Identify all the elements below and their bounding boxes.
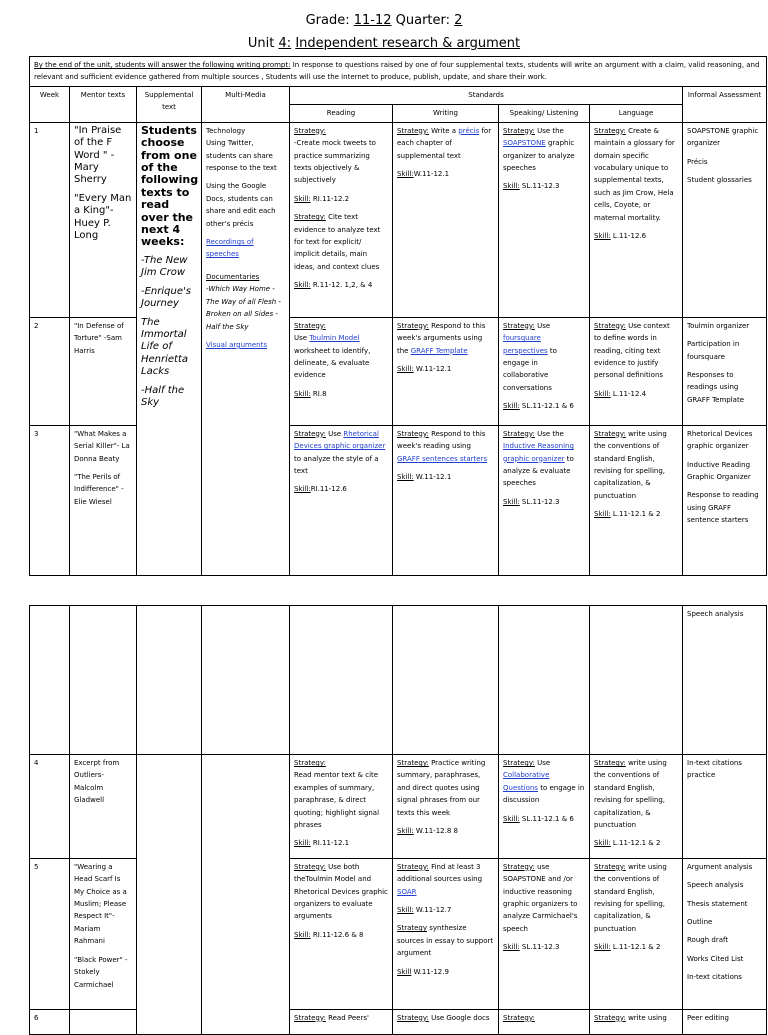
skill-label: Skill: <box>294 389 311 398</box>
prompt-text: In response to questions raised by one of four supplemental texts, students will write an argument with a claim, valid reasoning, and relevant and sufficient evidence gathered from multiple sources , Students will use the internet to produce, publish, update, and share their work. <box>34 61 760 82</box>
continuation-row <box>30 606 767 755</box>
skill-value: SL.11-12.3 <box>519 943 560 952</box>
strategy-text: Use Google docs <box>428 1013 490 1022</box>
col-writing: Writing <box>393 104 499 122</box>
week-number: 4 <box>30 755 70 859</box>
speaking-cell <box>499 1009 590 1034</box>
skill-value: W.11-12.1 <box>413 170 450 179</box>
assessment-item: Student glossaries <box>687 176 752 185</box>
assessment-item: Outline <box>687 918 713 927</box>
strategy-text: Use <box>325 429 344 438</box>
strategy-text: write using the conventions of standard English, revising for spelling, capitalization, & punctuation <box>594 429 667 500</box>
assessment-item: In-text citations practice <box>687 759 742 780</box>
strategy-label: Strategy: <box>294 321 326 330</box>
empty-cell <box>499 606 590 755</box>
assessment-item: Inductive Reading Graphic Organizer <box>687 460 751 482</box>
language-cell <box>590 317 683 425</box>
writing-cell <box>393 755 499 859</box>
skill-value: L.11-12.1 & 2 <box>610 943 661 952</box>
strategy-label: Strategy <box>397 924 427 933</box>
assessment-cell <box>683 425 767 575</box>
assessment-item: Thesis statement <box>687 899 748 908</box>
toulmin-link[interactable]: Toulmin Model <box>309 334 360 343</box>
reading-cell <box>290 122 393 317</box>
skill-label: Skill: <box>397 473 414 482</box>
writing-cell <box>393 858 499 1009</box>
strategy-text: write using the conventions of standard English, revising for spelling, capitalization, & punctuation <box>594 759 667 830</box>
empty-cell <box>137 606 202 755</box>
unit-title: Independent research & argument <box>295 36 521 51</box>
reading-cell <box>290 858 393 1009</box>
col-supplemental: Supplemental text <box>137 86 202 122</box>
skill-value: SL.11-12.3 <box>519 497 560 506</box>
skill-label: Skill: <box>294 839 311 848</box>
speaking-cell <box>499 122 590 317</box>
skill-label: Skill: <box>594 389 611 398</box>
skill-label: Skill: <box>594 943 611 952</box>
col-media: Multi-Media <box>202 86 290 122</box>
mentor-text: "Every Man a King"- Huey P. Long <box>74 192 132 242</box>
soar-link[interactable]: SOAR <box>397 887 417 896</box>
assessment-item: Participation in foursquare <box>687 340 740 361</box>
speaking-cell <box>499 755 590 859</box>
strategy-label: Strategy: <box>594 321 626 330</box>
graff-template-link[interactable]: GRAFF Template <box>410 346 468 355</box>
skill-value: L.11-12.6 <box>610 232 647 241</box>
skill-value: SL.11-12.3 <box>519 182 560 191</box>
speaking-cell <box>499 858 590 1009</box>
skill-value: L.11-12.4 <box>610 389 647 398</box>
strategy-text: Read Peers' <box>325 1013 369 1022</box>
writing-cell <box>393 425 499 575</box>
supplemental-cell <box>137 122 202 575</box>
supplemental-text: -Enrique's Journey <box>141 285 191 310</box>
mentor-cell <box>70 1009 137 1034</box>
col-language: Language <box>590 104 683 122</box>
assessment-item: Rhetorical Devices graphic organizer <box>687 429 753 451</box>
empty-cell <box>290 606 393 755</box>
skill-value: RI.11-12.6 <box>310 485 347 494</box>
strategy-text: Cite text evidence to analyze text for text for explicit/ implicit details, main ideas, and context clues <box>294 213 381 271</box>
strategy-text: Use <box>534 321 551 330</box>
strategy-label: Strategy: <box>294 213 326 222</box>
media-google-docs: Using the Google Docs, students can share and edit each other's précis <box>206 182 276 228</box>
collaborative-questions-link[interactable]: Collaborative Questions <box>503 771 550 792</box>
recordings-link[interactable]: Recordings of speeches <box>206 238 254 259</box>
supplemental-text: The Immortal Life of Henrietta Lacks <box>141 316 189 378</box>
skill-label: Skill: <box>294 485 311 494</box>
strategy-text: to engage in discussion <box>503 783 585 805</box>
unit-plan-table-continued <box>29 605 767 1035</box>
supplemental-heading: Students choose from one of the following texts to read over the next 4 weeks: <box>141 123 199 249</box>
empty-cell <box>70 606 137 755</box>
foursquare-link[interactable]: foursquare perspectives <box>503 334 548 355</box>
precis-link[interactable]: précis <box>458 126 480 135</box>
strategy-text: -Create mock tweets to practice summarizing texts objectively & subjectively <box>294 139 376 185</box>
empty-cell <box>30 606 70 755</box>
strategy-text: Use both theToulmin Model and Rhetorical Devices graphic organizers to evaluate arguments <box>294 862 388 921</box>
assessment-item: Peer editing <box>687 1013 729 1022</box>
strategy-label: Strategy: <box>503 429 535 438</box>
strategy-label: Strategy: <box>294 126 326 135</box>
skill-label: Skill: <box>397 365 414 374</box>
skill-value: W.11-12.1 <box>413 473 452 482</box>
col-reading: Reading <box>290 104 393 122</box>
skill-label: Skill: <box>503 497 520 506</box>
strategy-label: Strategy: <box>594 759 626 767</box>
skill-value: RI.8 <box>310 389 327 398</box>
week-number: 5 <box>30 858 70 1009</box>
col-mentor: Mentor texts <box>70 86 137 122</box>
skill-label: Skill: <box>503 402 520 411</box>
assessment-item: Toulmin organizer <box>687 321 750 330</box>
skill-label: Skill: <box>594 510 611 519</box>
week-number: 6 <box>30 1009 70 1034</box>
strategy-label: Strategy: <box>294 1013 326 1022</box>
strategy-label: Strategy: <box>397 1013 429 1022</box>
graff-starters-link[interactable]: GRAFF sentences starters <box>397 454 488 463</box>
mentor-cell <box>70 317 137 425</box>
strategy-label: Strategy: <box>294 759 326 767</box>
language-cell <box>590 755 683 859</box>
skill-label: Skill: <box>503 182 520 191</box>
col-week: Week <box>30 86 70 122</box>
skill-label: Skill: <box>397 906 414 915</box>
skill-value: R.11-12. 1,2, & 4 <box>310 281 373 290</box>
assessment-cell <box>683 122 767 317</box>
mentor-text: Excerpt from Outliers- Malcolm Gladwell <box>74 759 120 805</box>
media-cell <box>202 122 290 575</box>
assessment-cell <box>683 755 767 859</box>
skill-value: W.11-12.1 <box>413 365 452 374</box>
mentor-text: "In Praise of the F Word " -Mary Sherry <box>74 124 122 186</box>
assessment-item: In-text citations <box>687 973 742 982</box>
assessment-cell <box>683 1009 767 1034</box>
strategy-label: Strategy: <box>397 321 429 330</box>
strategy-label: Strategy: <box>594 126 626 135</box>
assessment-item: Response to reading using GRAFF sentence starters <box>687 491 759 525</box>
supplemental-cell <box>137 755 202 1035</box>
strategy-label: Strategy: <box>503 759 535 767</box>
unit-plan-table <box>29 56 767 576</box>
grade-quarter-heading <box>0 13 768 28</box>
supplemental-text: -The New Jim Crow <box>141 254 188 279</box>
skill-label: Skill: <box>503 943 520 952</box>
rhetorical-devices-link[interactable]: Rhetorical Devices graphic organizer <box>294 429 386 451</box>
writing-cell <box>393 1009 499 1034</box>
strategy-text: to analyze the style of a text <box>294 454 379 476</box>
strategy-text: Respond to this week's reading using <box>397 429 486 451</box>
assessment-item: Speech analysis <box>687 610 744 618</box>
strategy-label: Strategy: <box>397 759 429 767</box>
skill-value: SL.11-12.1 & 6 <box>519 402 574 411</box>
mentor-text: "What Makes a Serial Killer"- La Donna Beaty <box>74 429 130 463</box>
strategy-label: Strategy: <box>503 126 535 135</box>
strategy-text: Find at least 3 additional sources using <box>397 862 483 884</box>
strategy-text: synthesize sources in essay to support argument <box>397 924 494 958</box>
strategy-label: Strategy: <box>503 1013 535 1022</box>
soapstone-link[interactable]: SOAPSTONE <box>503 139 546 148</box>
mentor-text: "Black Power" -Stokely Carmichael <box>74 955 128 989</box>
strategy-text: Use <box>294 334 310 343</box>
skill-value: RI.11-12.6 & 8 <box>310 930 364 939</box>
strategy-label: Strategy: <box>503 321 535 330</box>
skill-value: RI.11-12.2 <box>310 194 350 203</box>
skill-label: Skill: <box>503 814 520 823</box>
writing-cell <box>393 122 499 317</box>
writing-prompt <box>30 57 767 87</box>
strategy-label: Strategy: <box>594 429 626 438</box>
strategy-text: write using the conventions of standard English, revising for spelling, capitalization, & punctuation <box>594 862 667 933</box>
empty-cell <box>393 606 499 755</box>
skill-label: Skill: <box>294 281 311 290</box>
skill-label: Skill: <box>594 232 611 241</box>
mentor-cell <box>70 425 137 575</box>
supplemental-text: -Half the Sky <box>141 384 185 408</box>
unit-number: 4: <box>278 36 292 51</box>
strategy-text: Use the <box>534 126 564 135</box>
unit-label: Unit <box>247 36 275 51</box>
mentor-text: "In Defense of Torture" -Sam Harris <box>74 321 124 355</box>
week-number: 2 <box>30 317 70 425</box>
skill-value: W.11-12.7 <box>413 906 452 915</box>
media-documentaries: Documentaries <box>206 272 260 281</box>
skill-label: Skill: <box>294 930 311 939</box>
skill-value: RI.11-12.1 <box>310 839 350 848</box>
strategy-text: write using <box>625 1013 667 1022</box>
assessment-item: SOAPSTONE graphic organizer <box>687 126 759 148</box>
strategy-text: Use <box>534 759 551 767</box>
col-informal: Informal Assessment <box>683 86 767 122</box>
strategy-label: Strategy: <box>294 862 326 871</box>
strategy-text: to engage in collaborative conversations <box>503 346 557 392</box>
reading-cell <box>290 425 393 575</box>
mentor-cell <box>70 858 137 1009</box>
strategy-label: Strategy: <box>594 1013 626 1022</box>
week-row <box>30 755 767 859</box>
strategy-label: Strategy: <box>397 429 429 438</box>
strategy-label: Strategy: <box>294 429 326 438</box>
reading-cell <box>290 1009 393 1034</box>
strategy-text: graphic organizer to analyze speeches <box>503 139 575 173</box>
unit-heading <box>0 36 768 51</box>
reading-cell <box>290 317 393 425</box>
assessment-cell <box>683 317 767 425</box>
mentor-cell <box>70 122 137 317</box>
grade-label: Grade: <box>305 13 350 28</box>
inductive-reasoning-link[interactable]: Inductive Reasoning graphic organizer <box>503 442 574 463</box>
media-technology: Technology <box>206 126 246 135</box>
quarter-label: Quarter: <box>395 13 451 28</box>
week-row <box>30 122 767 317</box>
assessment-item: Précis <box>687 157 708 166</box>
skill-value: W.11-12.9 <box>411 967 449 976</box>
media-cell <box>202 755 290 1035</box>
col-speaking: Speaking/ Listening <box>499 104 590 122</box>
header-row <box>30 86 767 104</box>
strategy-text: for each chapter of supplemental text <box>397 126 492 160</box>
strategy-text: Practice writing summary, paraphrases, and direct quotes using signal phrases from our texts this week <box>397 759 486 817</box>
documentary-list: -Which Way Home -The Way of all Flesh - Broken on all Sides -Half the Sky <box>206 285 281 331</box>
strategy-text: worksheet to identify, delineate, & evaluate evidence <box>294 346 371 380</box>
prompt-row <box>30 57 767 87</box>
assessment-item: Rough draft <box>687 936 729 945</box>
skill-value: L.11-12.1 & 2 <box>610 510 661 519</box>
assessment-item: Responses to readings using GRAFF Template <box>687 371 745 404</box>
reading-cell <box>290 755 393 859</box>
assessment-cell <box>683 858 767 1009</box>
mentor-text: "Wearing a Head Scarf Is My Choice as a Muslim; Please Respect It"- Mariam Rahmani <box>74 862 127 946</box>
language-cell <box>590 858 683 1009</box>
strategy-text: Use context to define words in reading, citing text evidence to justify personal definitions <box>594 321 670 380</box>
col-standards: Standards <box>290 86 683 104</box>
strategy-label: Strategy: <box>503 862 535 871</box>
media-twitter: Using Twitter, students can share response to the text <box>206 139 277 173</box>
skill-label: Skill: <box>397 827 414 836</box>
week-number: 1 <box>30 122 70 317</box>
assessment-item: Argument analysis <box>687 862 753 871</box>
strategy-text: Create & maintain a glossary for domain specific vocabulary unique to supplemental texts, such as Jim Crow, Hela cells, Coyote, or maternal mortality. <box>594 126 675 222</box>
mentor-text: "The Perils of Indifference" -Elie Wiesel <box>74 473 124 506</box>
language-cell <box>590 122 683 317</box>
strategy-text: Use the <box>534 429 564 438</box>
empty-cell <box>590 606 683 755</box>
week-number: 3 <box>30 425 70 575</box>
strategy-label: Strategy: <box>397 126 429 135</box>
assessment-cell <box>683 606 767 755</box>
speaking-cell <box>499 425 590 575</box>
speaking-cell <box>499 317 590 425</box>
skill-label: Skill: <box>397 170 414 179</box>
skill-value: SL.11-12.1 & 6 <box>519 814 574 823</box>
assessment-item: Speech analysis <box>687 881 744 890</box>
skill-label: Skill: <box>294 194 311 203</box>
strategy-text: Respond to this week's arguments using the <box>397 321 486 355</box>
language-cell <box>590 425 683 575</box>
skill-label: Skill <box>397 967 412 976</box>
language-cell <box>590 1009 683 1034</box>
visual-arguments-link[interactable]: Visual arguments <box>206 340 268 349</box>
strategy-text: to analyze & evaluate speeches <box>503 454 574 488</box>
skill-value: W.11-12.8 8 <box>413 827 458 836</box>
strategy-label: Strategy: <box>397 862 429 871</box>
empty-cell <box>202 606 290 755</box>
strategy-text: Write a <box>428 126 459 135</box>
strategy-text: Read mentor text & cite examples of summary, paraphrase, & direct quoting; highlight signal phrases <box>294 771 380 830</box>
assessment-item: Works Cited List <box>687 954 744 963</box>
strategy-label: Strategy: <box>594 862 626 871</box>
skill-label: Skill: <box>594 839 611 848</box>
quarter-value: 2 <box>454 13 463 28</box>
grade-value: 11-12 <box>353 13 392 28</box>
prompt-lead: By the end of the unit, students will answer the following writing prompt: <box>34 61 291 69</box>
strategy-text: use SOAPSTONE and /or inductive reasoning graphic organizers to analyze Carmichael's speech <box>503 862 578 933</box>
mentor-cell <box>70 755 137 859</box>
writing-cell <box>393 317 499 425</box>
skill-value: L.11-12.1 & 2 <box>610 839 661 848</box>
